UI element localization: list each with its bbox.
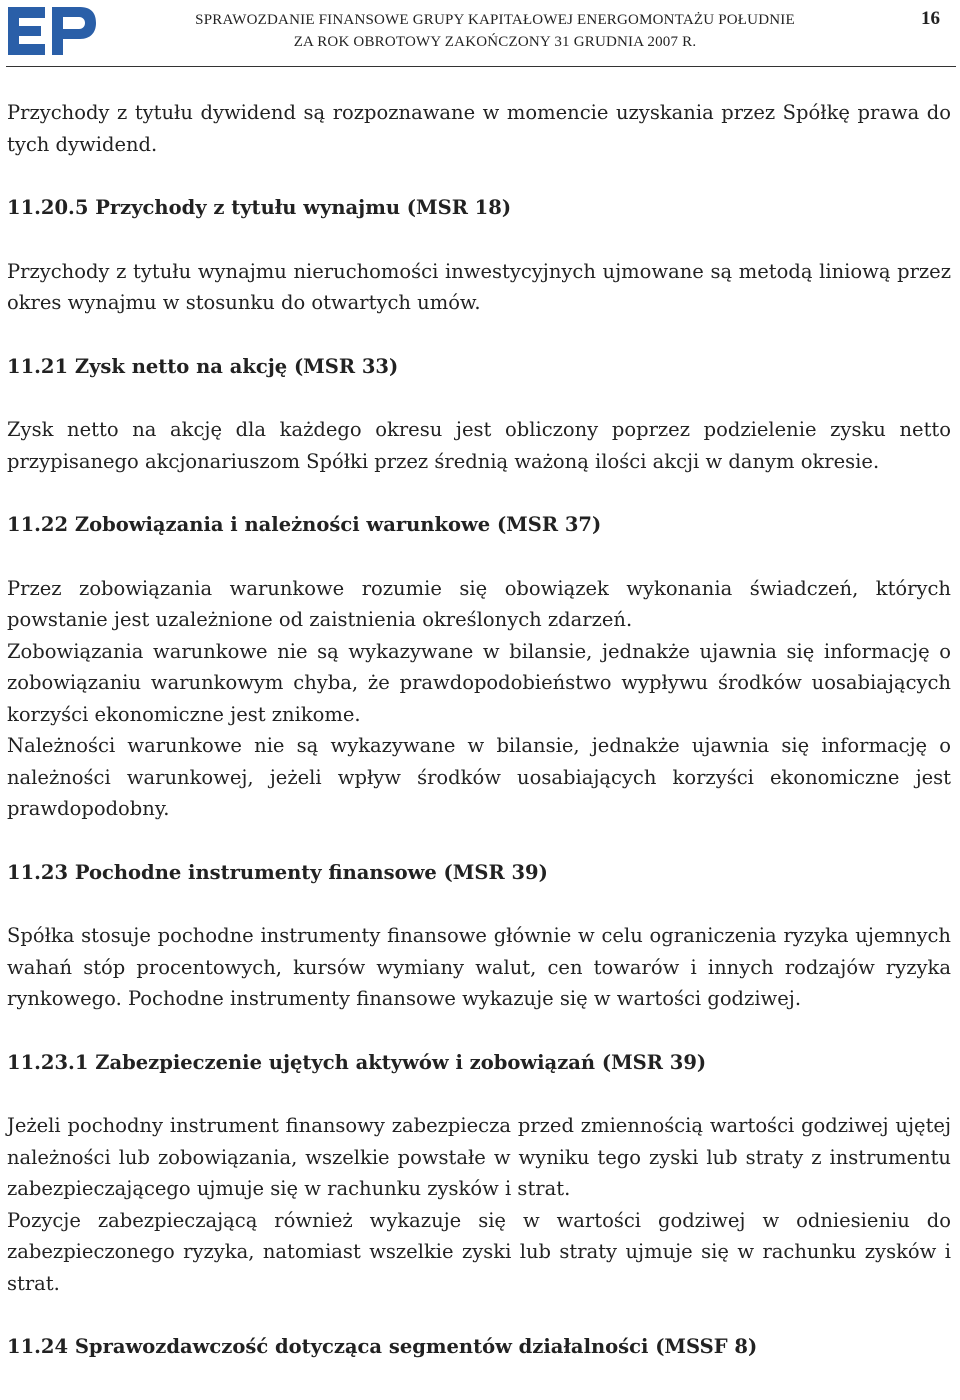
- heading-earnings-per-share: 11.21 Zysk netto na akcję (MSR 33): [7, 354, 399, 378]
- paragraph-derivatives: Spółka stosuje pochodne instrumenty finansowe głównie w celu ograniczenia ryzyka ujemnych wahań stóp procentowych, kursów wymiany walut, cen towarów i innych rodzajów ryzyka rynkowego. Pochodne instrumenty finansowe wykazuje się w wartości godziwej.: [7, 924, 951, 1010]
- paragraph-contingent-receivables: Należności warunkowe nie są wykazywane w bilansie, jednakże ujawnia się informację o należności warunkowej, jeżeli wpływ środków uosabiających korzyści ekonomiczne jest prawdopodobny.: [7, 734, 951, 820]
- paragraph-hedge-fair-value: Jeżeli pochodny instrument finansowy zabezpiecza przed zmiennością wartości godziwej ujętej należności lub zobowiązania, wszelkie powstałe w wyniku tego zyski lub straty z instrumentu zabezpieczającego ujmuje się w rachunku zysków i strat.: [7, 1114, 951, 1200]
- heading-contingent-items: 11.22 Zobowiązania i należności warunkowe (MSR 37): [7, 513, 602, 536]
- heading-hedge-accounting: 11.23.1 Zabezpieczenie ujętych aktywów i zobowiązań (MSR 39): [7, 1050, 707, 1074]
- document-body: [7, 97, 951, 1363]
- heading-rental-income: 11.20.5 Przychody z tytułu wynajmu (MSR 18): [7, 196, 512, 219]
- paragraph-rental-income: Przychody z tytułu wynajmu nieruchomości inwestycyjnych ujmowane są metodą liniową przez okres wynajmu w stosunku do otwartych umów.: [7, 259, 951, 314]
- paragraph-contingent-liabilities: Zobowiązania warunkowe nie są wykazywane w bilansie, jednakże ujawnia się informację o zobowiązaniu warunkowym chyba, że prawdopodobieństwo wypływu środków uosabiających korzyści ekonomiczne jest znikome.: [7, 639, 951, 726]
- heading-derivatives: 11.23 Pochodne instrumenty finansowe (MSR 39): [7, 860, 548, 884]
- paragraph-contingent-definition: Przez zobowiązania warunkowe rozumie się obowiązek wykonania świadczeń, których powstanie jest uzależnione od zaistnienia określonych zdarzeń.: [7, 576, 951, 631]
- report-title: [130, 9, 860, 53]
- header-divider: [6, 66, 956, 67]
- page-header: [0, 0, 960, 70]
- paragraph-dividends: Przychody z tytułu dywidend są rozpoznawane w momencie uzyskania przez Spółkę prawa do tych dywidend.: [7, 101, 951, 156]
- report-title-line-2: ZA ROK OBROTOWY ZAKOŃCZONY 31 GRUDNIA 2007 R.: [293, 34, 697, 50]
- heading-segment-reporting: 11.24 Sprawozdawczość dotycząca segmentów działalności (MSSF 8): [7, 1335, 758, 1358]
- paragraph-earnings-per-share: Zysk netto na akcję dla każdego okresu jest obliczony poprzez podzielenie zysku netto przypisanego akcjonariuszom Spółki przez średnią ważoną ilości akcji w danym okresie.: [7, 418, 951, 473]
- page-number: 16: [921, 8, 940, 29]
- paragraph-hedge-item: Pozycje zabezpieczającą również wykazuje się w wartości godziwej w odniesieniu do zabezpieczonego ryzyka, natomiast wszelkie zyski lub straty ujmuje się w rachunku zysków i strat.: [7, 1208, 951, 1295]
- company-logo: [8, 6, 96, 56]
- report-title-line-1: SPRAWOZDANIE FINANSOWE GRUPY KAPITAŁOWEJ ENERGOMONTAŻU POŁUDNIE: [195, 12, 795, 28]
